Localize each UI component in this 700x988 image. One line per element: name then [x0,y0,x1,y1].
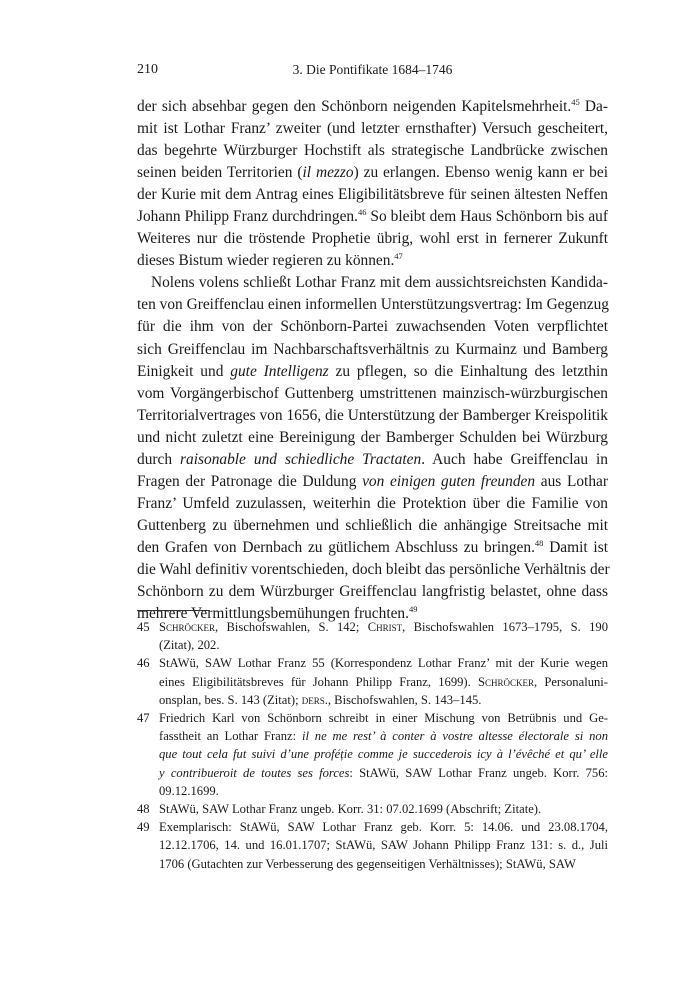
text-run: Friedrich Karl von Schönborn schreibt in einer Mischung von Betrübnis und Ge- [159,711,608,726]
text-run: (Zitat), 202. [159,638,220,653]
text-run: Schönborn zu dem Würzburger Greiffenclau langfristig belastet, ohne dass [137,583,608,601]
text-run: für die ihm von der Schönborn-Partei zuwachsenden Voten verpflichtet [137,318,608,336]
text-run: mit ist Lothar Franz’ zweiter (und letzter ernsthafter) Versuch gescheitert, [137,120,608,138]
footnote-reference[interactable]: 47 [394,251,403,262]
text-line [137,559,608,581]
text-line [137,294,608,316]
text-run: , Bischofswahlen, S. 143–145. [327,692,482,707]
text-run: seinen beiden Territorien ( [137,164,303,182]
text-run: , Bischofswahlen, S. 142; [215,620,368,634]
text-line [137,493,608,515]
page-number: 210 [137,62,158,77]
footnote-number: 46 [137,656,150,671]
running-title: 3. Die Pontifikate 1684–1746 [292,62,453,77]
paragraph [137,96,608,272]
footnote-reference[interactable]: 49 [408,604,418,615]
author-name: ders. [301,692,328,707]
text-line [137,96,608,118]
footnote-number: 47 [137,711,150,726]
author-name: Christ [367,620,403,634]
text-line [137,515,608,537]
text-run: 09.12.1699. [159,783,219,798]
footnote-number: 49 [137,820,150,835]
footnote-reference[interactable]: 46 [357,207,367,218]
footnote-reference[interactable]: 45 [571,97,580,107]
footnote [137,818,608,873]
footnote-line [159,673,608,691]
text-run: , Bischofswahlen 1673–1795, S. 190 [402,620,608,634]
footnote-line [159,636,608,654]
italic-text: von einigen guten freunden [362,472,536,490]
text-line [137,581,608,603]
footnote-number: 45 [137,620,150,634]
author-name: Schröcker [159,620,216,634]
text-run: So bleibt dem Haus Schönborn bis auf [366,208,608,226]
footnote [137,654,608,709]
text-line [137,339,608,361]
footnote-line [159,618,608,636]
text-run: der sich absehbar gegen den Schönborn neigenden Kapitelsmehrheit. [137,98,572,115]
text-run: eines Eligibilitätsbreves für Johann Philipp Franz, 1699). [159,674,478,689]
text-run: 1706 (Gutachten zur Verbesserung des gegenseitigen Verhältnisses); StAWü, SAW [159,856,576,871]
footnote-line [159,818,608,836]
text-line [137,316,608,338]
text-run: Da- [579,98,608,115]
text-run: durch [137,450,181,468]
text-line [137,184,608,206]
text-run: und nicht zuletzt eine Bereinigung der Bamberger Schulden bei Würzburg [137,428,608,446]
text-line [137,471,608,493]
italic-text: gute Intelligenz [230,362,329,380]
text-line [137,118,608,140]
footnote-line [159,654,608,672]
footnote-line [159,836,608,854]
text-run: ten von Greiffenclau einen informellen Unterstützungsvertrag: Im Gegenzug [137,296,609,314]
footnote-line [159,800,608,818]
text-run: , Personaluni- [533,674,608,689]
footnote [137,800,608,818]
text-run: den Grafen von Dernbach zu gütlichem Abschluss zu bringen. [137,538,535,556]
text-line [137,449,608,471]
footnotes [137,618,608,873]
text-run: mehrere Vermittlungsbemühungen fruchten. [137,605,409,623]
text-run: fasstheit an Lothar Franz: [159,729,302,744]
footnote-line [159,745,608,763]
footnote [137,709,608,800]
text-line [137,206,608,228]
text-run: Exemplarisch: StAWü, SAW Lothar Franz geb. Korr. 5: 14.06. und 23.08.1704, [159,820,608,835]
text-line [137,162,608,184]
footnote-line [159,709,608,727]
italic-text: que tout cela fut suivi d’une proféție comme je succederois icy à l’évêché et qu’ elle [159,747,608,762]
text-run: Damit ist [543,538,608,556]
text-run: aus Lothar [535,472,608,490]
text-run: onsplan, bes. S. 143 (Zitat); [159,692,302,707]
text-line [137,383,608,405]
text-run: Franz’ Umfeld zuzulassen, weiterhin die Protektion über die Familie von [137,494,608,512]
text-run: die Wahl definitiv vorentschieden, doch bleibt das persönliche Verhältnis der [137,560,610,578]
text-run: StAWü, SAW Lothar Franz 55 (Korrespondenz Lothar Franz’ mit der Kurie wegen [159,656,608,671]
footnote-reference[interactable]: 48 [534,537,544,548]
footnote-number: 48 [137,802,150,817]
paragraph [137,272,608,625]
author-name: Schröcker [477,674,534,689]
text-line [137,361,608,383]
footnote-line [159,727,608,745]
italic-text: raisonable und schiedliche Tractaten [180,450,422,468]
footnote-separator [137,610,210,611]
text-line [137,427,608,449]
italic-text: il mezzo [302,164,354,182]
footnote-line [159,764,608,782]
text-run: das begehrte Würzburger Hochstift als strategische Landbrücke zwischen [137,142,608,160]
text-run: Einigkeit und [137,362,231,380]
text-run: . Auch habe Greiffenclau in [421,450,609,468]
footnote-line [159,782,608,800]
text-run: Johann Philipp Franz durchdringen. [137,208,358,226]
text-run: der Kurie mit dem Antrag eines Eligibilitätsbreve für seinen ältesten Neffen [137,186,608,204]
text-line [137,228,608,250]
text-line [137,250,608,272]
text-run: Guttenberg zu übernehmen und schließlich die anhängige Streitsache mit [137,516,608,534]
italic-text: y contribueroit de toutes ses forces [159,765,350,780]
text-line [137,140,608,162]
text-run: ) zu erlangen. Ebenso wenig kann er bei [353,164,608,182]
text-run: Weiteres nur die tröstende Prophetie übrig, wohl erst in fernerer Zukunft [137,230,608,248]
footnote-line [159,855,608,873]
text-line [137,272,608,294]
text-run: StAWü, SAW Lothar Franz ungeb. Korr. 31: 07.02.1699 (Abschrift; Zitate). [159,802,542,817]
footnote-line [159,691,608,709]
text-run: zu pflegen, so die Einhaltung des letzthin [328,362,608,380]
text-line [137,537,608,559]
text-run: vom Vorgängerbischof Guttenberg umstrittenen mainzisch-würzburgischen [137,384,608,402]
text-run: Territorialvertrages von 1656, die Unterstützung der Bamberger Kreispolitik [137,406,608,424]
italic-text: il ne me rest’ à conter à vostre altesse électorale si non [301,729,608,744]
text-run: Fragen der Patronage die Duldung [137,472,363,490]
text-line [137,405,608,427]
page-header [137,62,608,86]
text-run: dieses Bistum wieder regieren zu können. [137,252,395,270]
text-run: sich Greiffenclau im Nachbarschaftsverhältnis zu Kurmainz und Bamberg [137,340,608,358]
main-text [137,96,608,625]
text-run: : StAWü, SAW Lothar Franz ungeb. Korr. 756: [349,765,609,780]
text-run: Nolens volens schließt Lothar Franz mit dem aussichtsreichsten Kandida- [151,274,608,292]
footnote [137,618,608,654]
text-run: 12.12.1706, 14. und 16.01.1707; StAWü, SAW Johann Philipp Franz 131: s. d., Juli [159,838,608,853]
